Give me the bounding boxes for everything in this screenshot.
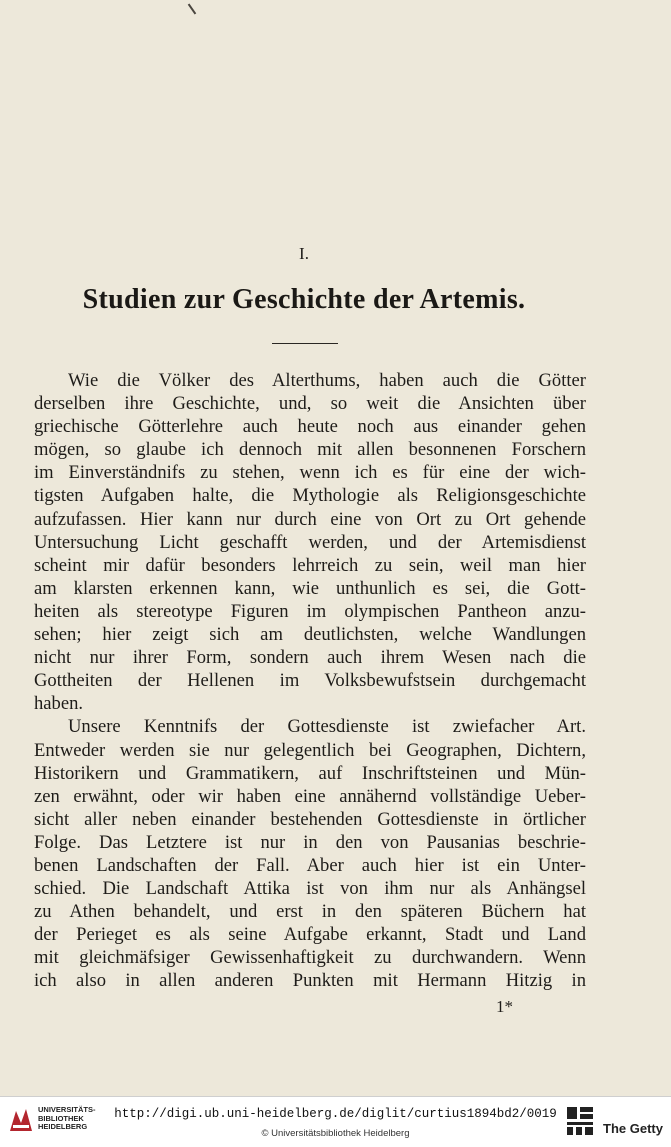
text-line: derselben ihre Geschichte, und, so weit die Ansichten über xyxy=(34,393,586,415)
text-line: scheint mir dafür besonders lehrreich zu sein, weil man hier xyxy=(34,554,586,576)
text-line: zen erwähnt, oder wir haben eine annähernd vollständige Ueber- xyxy=(34,785,586,807)
permalink-url[interactable]: http://digi.ub.uni-heidelberg.de/diglit/curtius1894bd2/0019 xyxy=(114,1107,557,1121)
library-name-line: UNIVERSITÄTS- xyxy=(38,1105,96,1114)
title-divider xyxy=(272,343,338,344)
text-line: mögen, so glaube ich dennoch mit allen besonnenen Forschern xyxy=(34,439,586,461)
text-line: aufzufassen. Hier kann nur durch eine von Ort zu Ort gehende xyxy=(34,508,586,530)
chapter-number: I. xyxy=(299,244,309,263)
text-line: griechische Götterlehre auch heute noch aus einander gehen xyxy=(34,416,586,438)
text-line: sicht aller neben einander bestehenden Gottesdienste in örtlicher xyxy=(34,808,586,830)
text-line: schied. Die Landschaft Attika ist von ihm nur als Anhängsel xyxy=(34,878,586,900)
text-line: Folge. Das Letztere ist nur in den von Pausanias beschrie- xyxy=(34,831,586,853)
text-line: ich also in allen anderen Punkten mit Hermann Hitzig in xyxy=(34,970,586,992)
text-line: Historikern und Grammatikern, auf Inschriftsteinen und Mün- xyxy=(34,762,586,784)
text-line: heiten als stereotype Figuren im olympischen Pantheon anzu- xyxy=(34,600,586,622)
getty-logo-icon xyxy=(565,1105,595,1137)
text-line: der Perieget es als seine Aufgabe erkannt, Stadt und Land xyxy=(34,924,586,946)
text-line: am klarsten erkennen kann, wie unthunlich es sei, die Gott- xyxy=(34,577,586,599)
library-name-line: BIBLIOTHEK xyxy=(38,1113,84,1123)
text-line: benen Landschaften der Fall. Aber auch hier ist ein Unter- xyxy=(34,854,586,876)
text-line: tigsten Aufgaben halte, die Mythologie als Religionsgeschichte xyxy=(34,485,586,507)
body-text xyxy=(34,369,586,993)
text-line: nicht nur ihrer Form, sondern auch ihrem Wesen nach die xyxy=(34,647,586,669)
scan-mark xyxy=(188,4,197,15)
page-signature: 1* xyxy=(496,997,513,1016)
text-line: Gottheiten der Hellenen im Volksbewufstsein durchgemacht xyxy=(34,670,586,692)
library-name-line: HEIDELBERG xyxy=(38,1122,88,1132)
text-line: haben. xyxy=(34,693,84,715)
viewer-footer xyxy=(0,1096,671,1147)
text-line: Untersuchung Licht geschafft werden, und der Artemisdienst xyxy=(34,531,586,553)
text-line: Wie die Völker des Alterthums, haben auch die Götter xyxy=(68,370,586,391)
text-line: Entweder werden sie nur gelegentlich bei Geographen, Dichtern, xyxy=(34,739,586,761)
text-line: Unsere Kenntnifs der Gottesdienste ist zwiefacher Art. xyxy=(68,716,586,738)
text-line: im Einverständnifs zu stehen, wenn ich es für eine der wich- xyxy=(34,462,586,484)
page-title: Studien zur Geschichte der Artemis. xyxy=(82,284,526,315)
getty-label: The Getty xyxy=(603,1121,663,1136)
text-line: zu Athen behandelt, und erst in den späteren Büchern hat xyxy=(34,901,586,923)
copyright-notice: © Universitätsbibliothek Heidelberg xyxy=(261,1128,410,1139)
text-line: mit gleichmäfsiger Gewissenhaftigkeit zu durchwandern. Wenn xyxy=(34,947,586,969)
text-line: sehen; hier zeigt sich am deutlichsten, welche Wandlungen xyxy=(34,624,586,646)
